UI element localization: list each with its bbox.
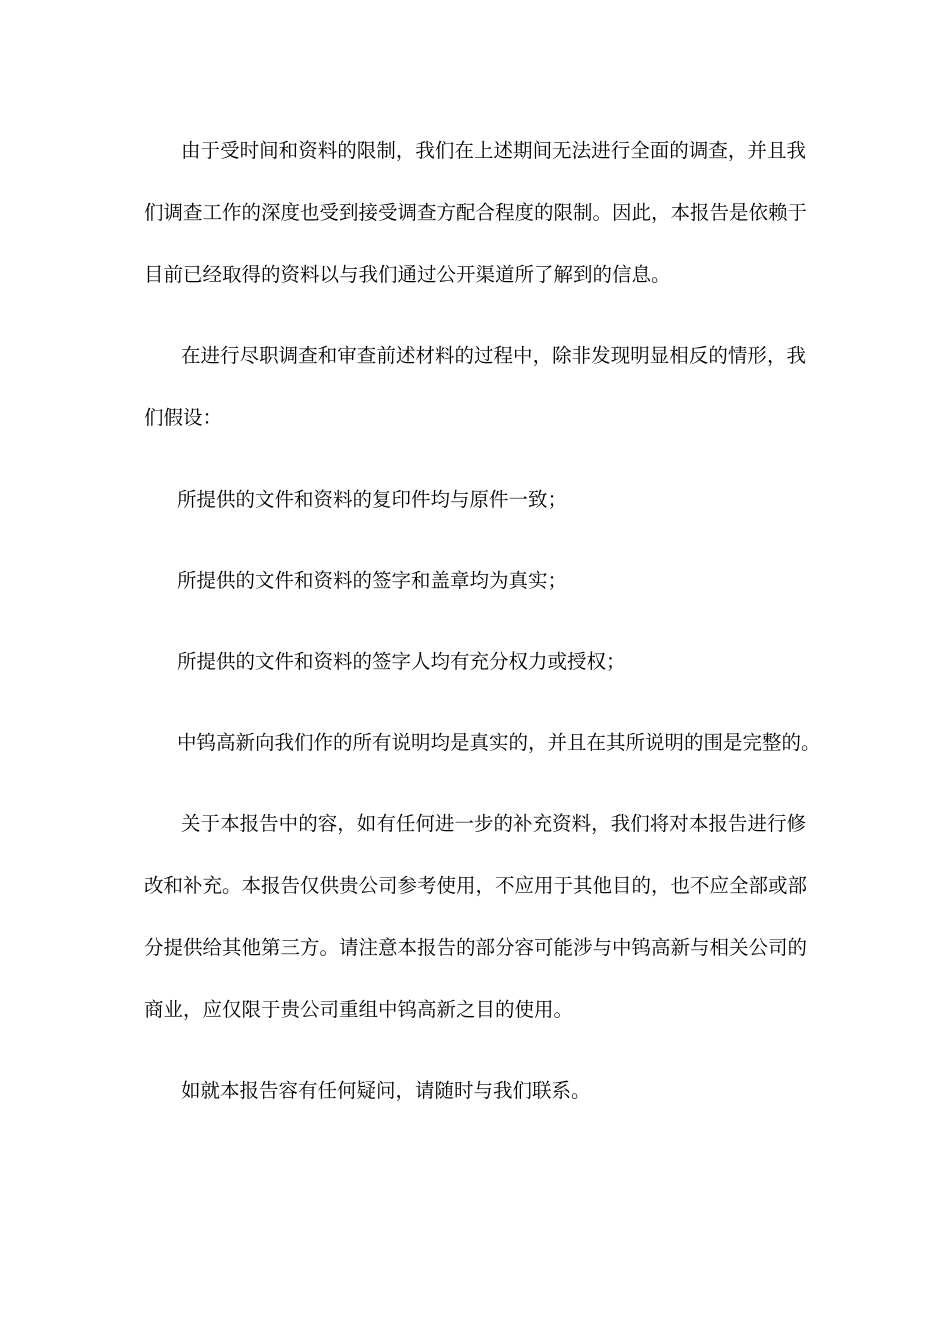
paragraph-3-line-4: 商业，应仅限于贵公司重组中钨高新之目的使用。 <box>144 998 574 1021</box>
paragraph-3-line-1: 关于本报告中的容，如有任何进一步的补充资料，我们将对本报告进行修 <box>181 812 806 835</box>
assumption-3: 所提供的文件和资料的签字人均有充分权力或授权； <box>177 650 626 673</box>
paragraph-2-line-1: 在进行尽职调查和审查前述材料的过程中，除非发现明显相反的情形，我 <box>181 344 806 367</box>
paragraph-3-line-3: 分提供给其他第三方。请注意本报告的部分容可能涉与中钨高新与相关公司的 <box>144 936 808 959</box>
paragraph-3-line-2: 改和补充。本报告仅供贵公司参考使用，不应用于其他目的，也不应全部或部 <box>144 874 808 897</box>
paragraph-2-line-2: 们假设： <box>144 406 223 429</box>
paragraph-4-line-1: 如就本报告容有任何疑问，请随时与我们联系。 <box>181 1079 591 1102</box>
paragraph-1-line-1: 由于受时间和资料的限制，我们在上述期间无法进行全面的调查，并且我 <box>181 139 806 162</box>
assumption-2: 所提供的文件和资料的签字和盖章均为真实； <box>177 569 568 592</box>
paragraph-1-line-3: 目前已经取得的资料以与我们通过公开渠道所了解到的信息。 <box>144 263 671 286</box>
paragraph-1-line-2: 们调查工作的深度也受到接受调查方配合程度的限制。因此，本报告是依赖于 <box>144 201 808 224</box>
assumption-1: 所提供的文件和资料的复印件均与原件一致； <box>177 488 568 511</box>
assumption-4: 中钨高新向我们作的所有说明均是真实的，并且在其所说明的围是完整的。 <box>177 731 821 754</box>
